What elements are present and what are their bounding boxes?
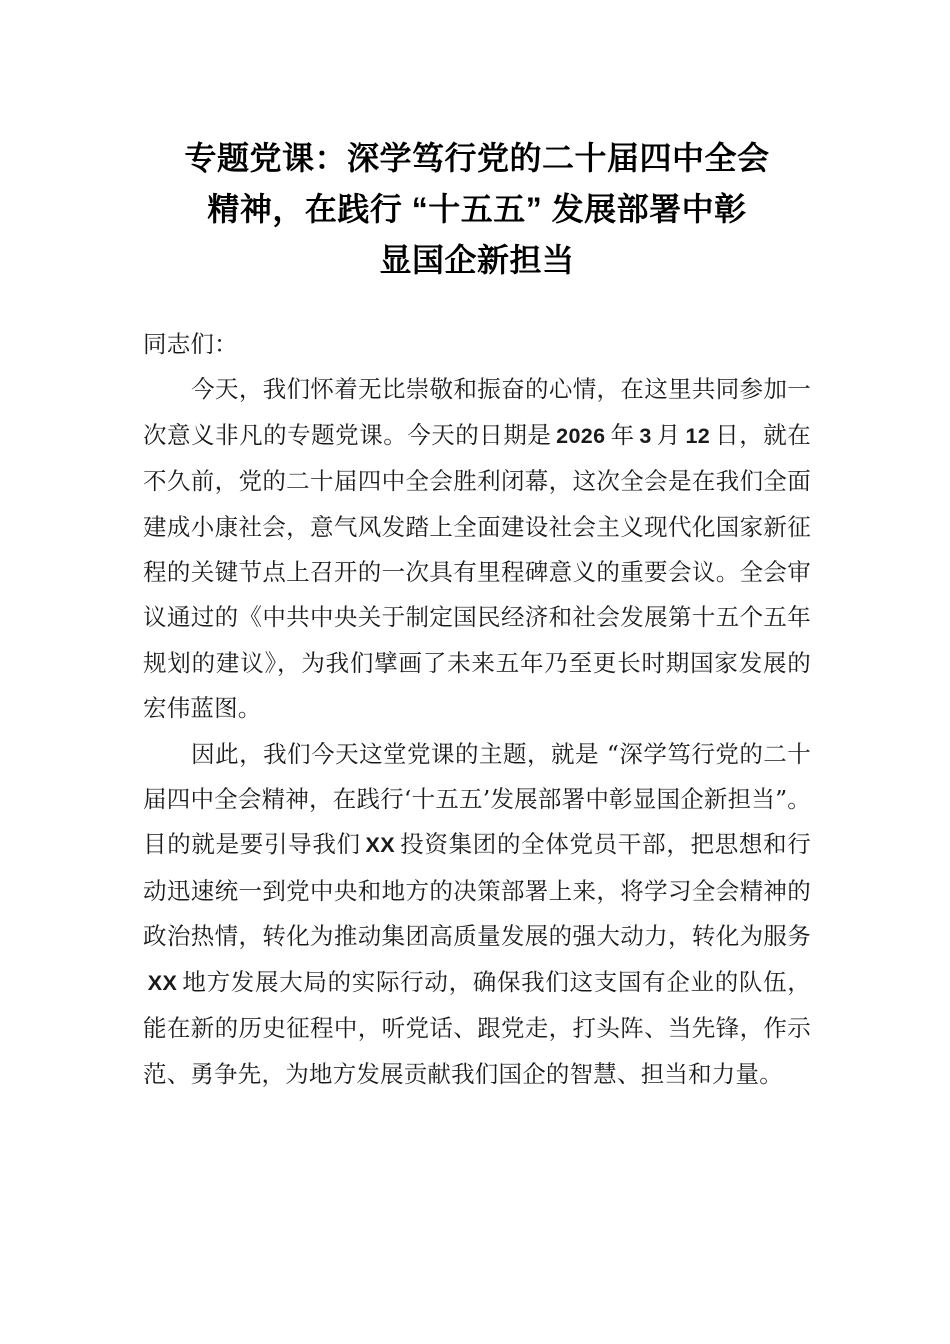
page-title-line-2: 精神，在践行 “十五五” 发展部署中彰	[207, 191, 747, 228]
latin-run: XX	[365, 833, 395, 858]
page-title	[143, 133, 811, 286]
page-title-line-3: 显国企新担当	[379, 242, 575, 279]
document-body	[143, 322, 811, 1097]
body-paragraph-2: 因此，我们今天这堂党课的主题，就是 “深学笃行党的二十届四中全会精神，在践行‘十五五’发展部署中彰显国企新担当”。目的就是要引导我们 XX 投资集团的全体党员干部，把思想和行动迅速统一到党中央和地方的决策部署上来，将学习全会精神的政治热情，转化为推动集团高质量发展的强大动力，转化为服务XX 地方发展大局的实际行动，确保我们这支国有企业的队伍，能在新的历史征程中，听党话、跟党走，打头阵、当先锋，作示范、勇争先，为地方发展贡献我们国企的智慧、担当和力量。	[143, 739, 811, 1088]
latin-run: 2026	[556, 423, 606, 448]
page-title-line-1: 专题党课：深学笃行党的二十届四中全会	[184, 140, 770, 177]
latin-run: 12	[685, 423, 711, 448]
latin-run: XX	[147, 970, 178, 995]
salutation: 同志们：	[143, 330, 238, 358]
body-paragraph-1: 今天，我们怀着无比崇敬和振奋的心情，在这里共同参加一次意义非凡的专题党课。今天的日期是 2026 年 3 月 12 日，就在不久前，党的二十届四中全会胜利闭幕，这次全会是在我们全面建成小康社会，意气风发踏上全面建设社会主义现代化国家新征程的关键节点上召开的一次具有里程碑意义的重要会议。全会审议通过的《中共中央关于制定国民经济和社会发展第十五个五年规划的建议》，为我们擘画了未来五年乃至更长时期国家发展的宏伟蓝图。	[143, 375, 811, 723]
latin-run: 3	[639, 423, 652, 448]
